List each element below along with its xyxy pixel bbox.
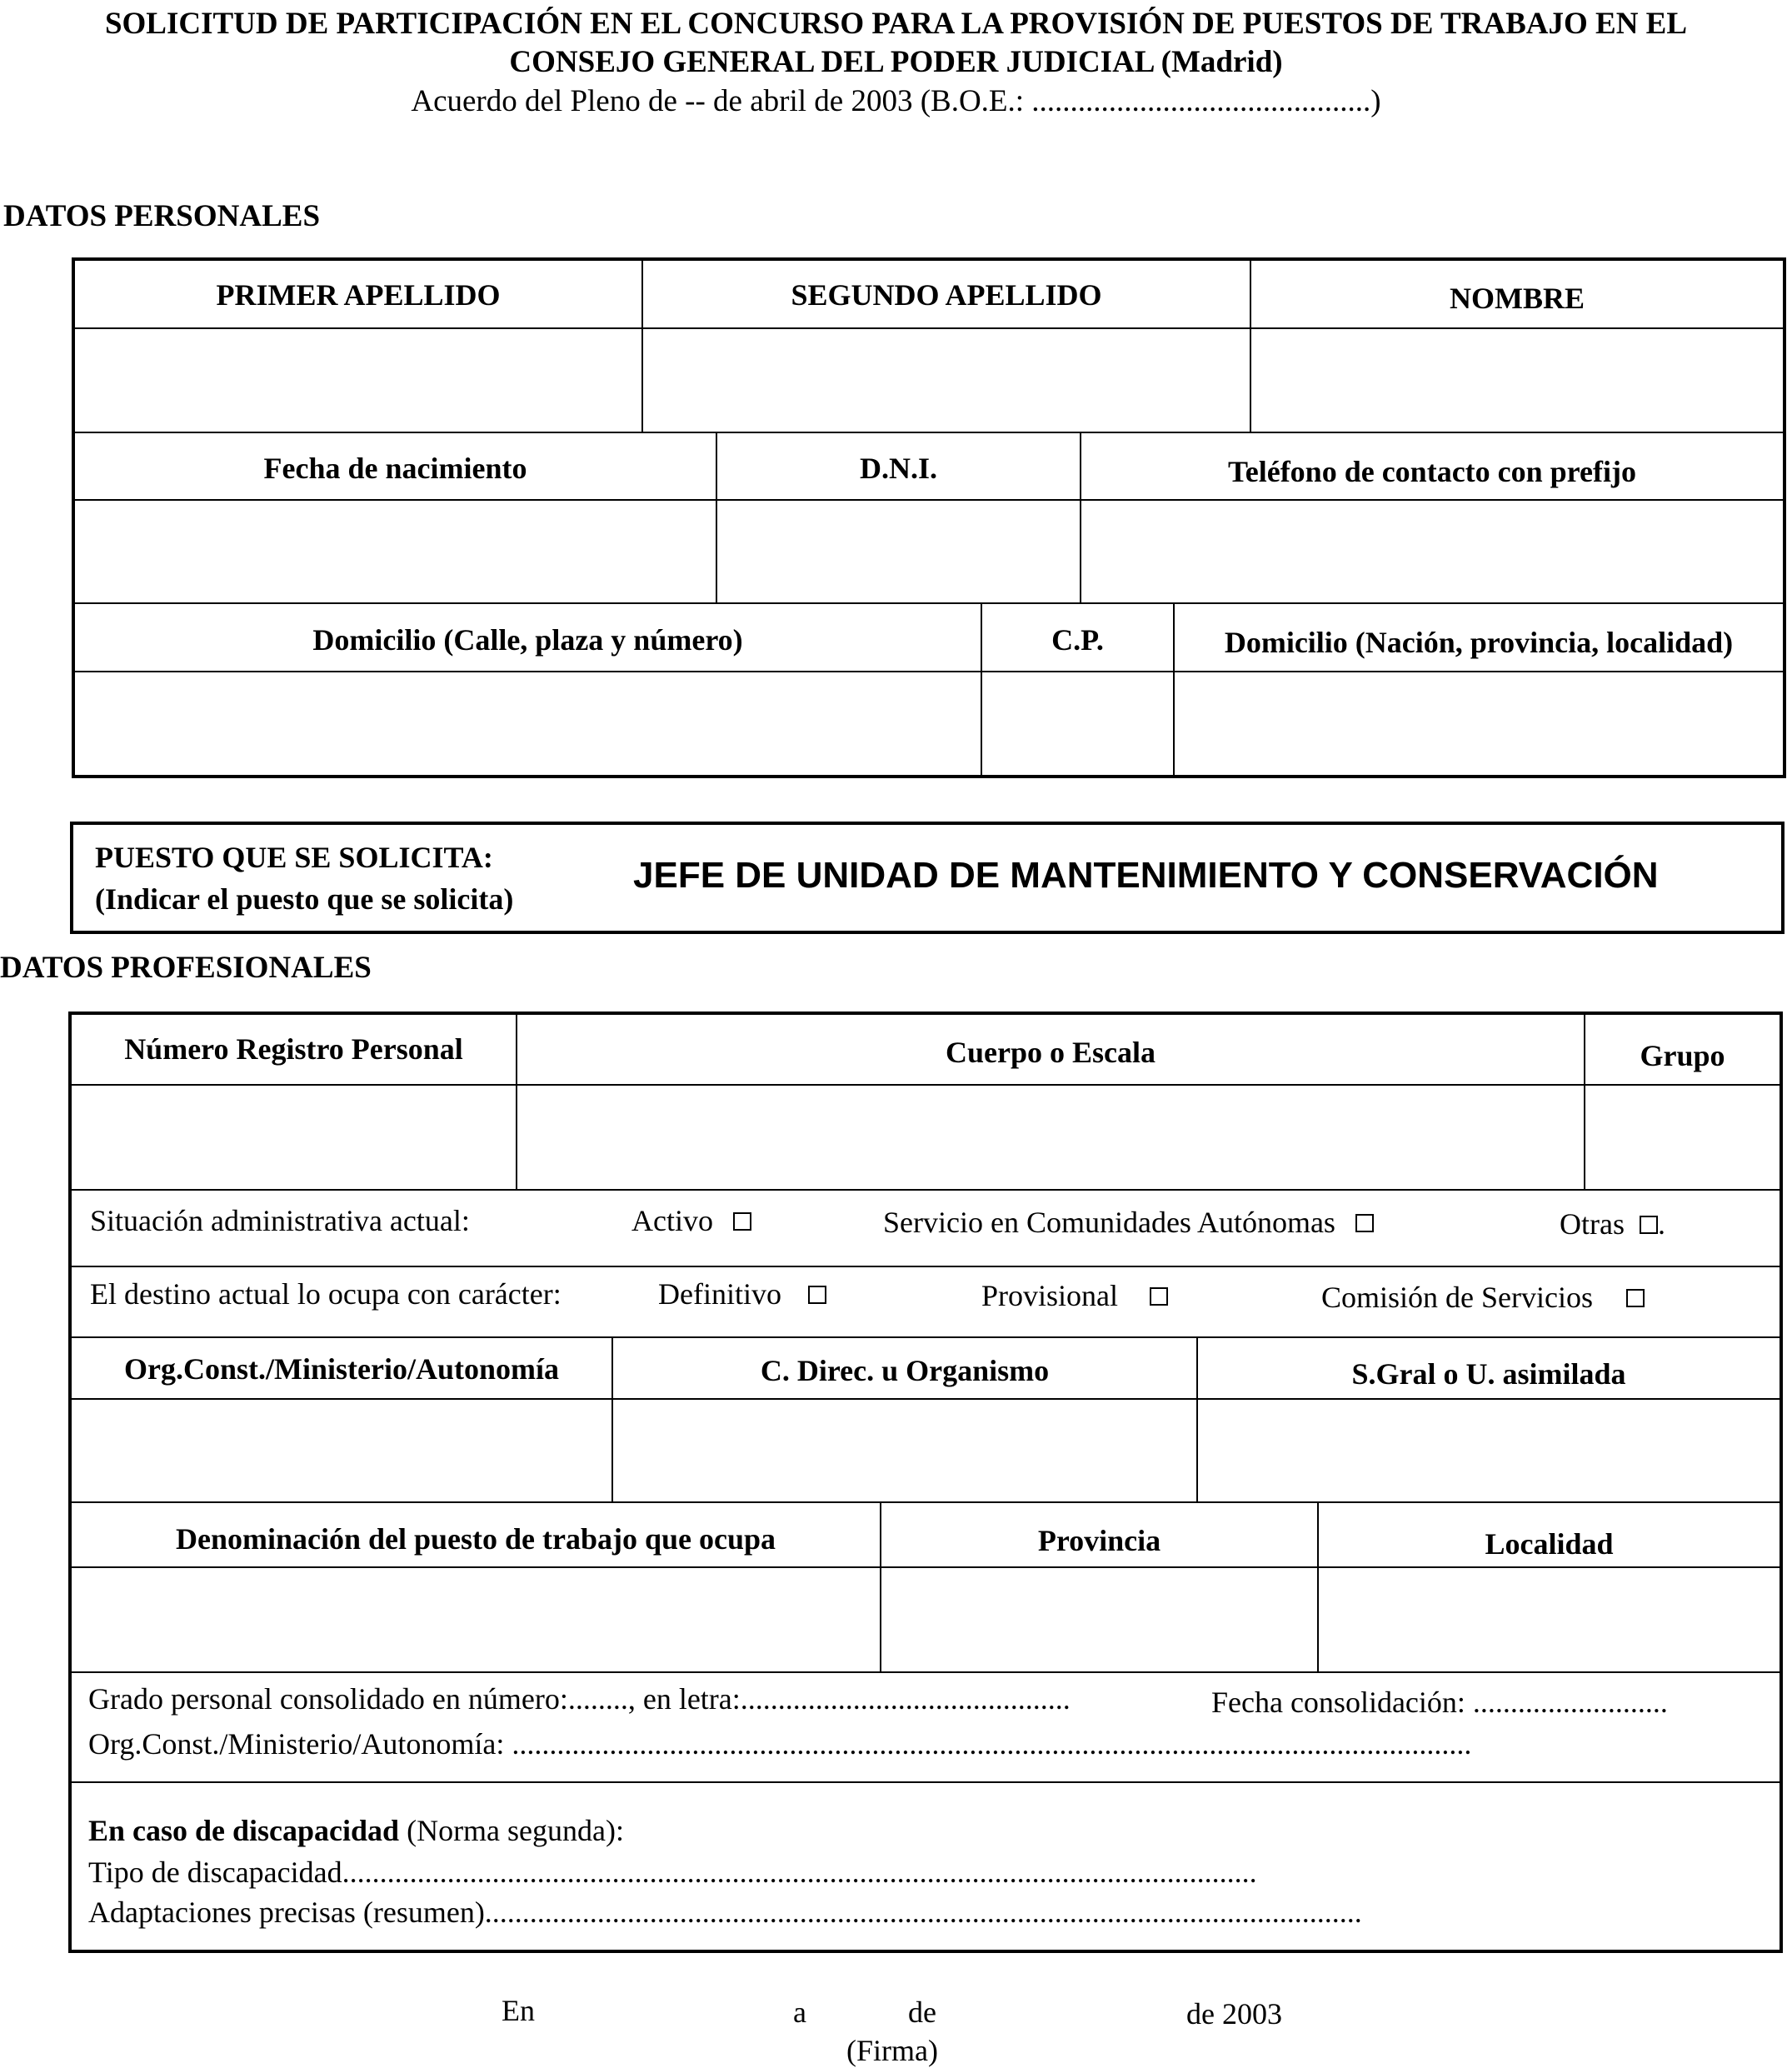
- label-grupo: Grupo: [1640, 1039, 1725, 1072]
- label-comision: Comisión de Servicios: [1321, 1281, 1593, 1314]
- option-servicio-ccaa[interactable]: [883, 1205, 1374, 1240]
- label-segundo-apellido: SEGUNDO APELLIDO: [791, 278, 1102, 312]
- field-mes[interactable]: [950, 1993, 1175, 2030]
- label-telefono: Teléfono de contacto con prefijo: [1228, 455, 1636, 488]
- label-destino: El destino actual lo ocupa con carácter:: [90, 1277, 562, 1311]
- field-localidad[interactable]: [1319, 1568, 1780, 1671]
- field-org-const[interactable]: [72, 1400, 611, 1501]
- footer-a: a: [793, 1996, 806, 2029]
- field-domicilio-calle[interactable]: [75, 672, 981, 775]
- puesto-label: PUESTO QUE SE SOLICITA:: [95, 841, 493, 874]
- field-segundo-apellido[interactable]: [643, 329, 1250, 432]
- personal-data-table: [72, 257, 1786, 778]
- field-s-gral[interactable]: [1198, 1400, 1780, 1501]
- label-nrp: Número Registro Personal: [124, 1032, 463, 1066]
- label-nombre: NOMBRE: [1450, 282, 1585, 315]
- label-situacion: Situación administrativa actual:: [90, 1204, 470, 1237]
- option-activo[interactable]: [631, 1203, 751, 1238]
- field-provincia[interactable]: [881, 1568, 1317, 1671]
- discapacidad-heading: [88, 1813, 624, 1848]
- field-lugar[interactable]: [550, 1993, 783, 2030]
- checkbox-definitivo[interactable]: [808, 1286, 826, 1304]
- option-otras[interactable]: Otras .: [1560, 1207, 1665, 1241]
- field-dni[interactable]: [717, 501, 1080, 602]
- label-fecha-nacimiento: Fecha de nacimiento: [263, 452, 527, 485]
- label-domicilio-calle: Domicilio (Calle, plaza y número): [312, 623, 743, 657]
- discapacidad-norma: (Norma segunda):: [399, 1814, 624, 1847]
- field-cuerpo-escala[interactable]: [517, 1086, 1584, 1189]
- label-provincia: Provincia: [1037, 1524, 1161, 1557]
- label-activo: Activo: [631, 1204, 713, 1237]
- label-org-const: Org.Const./Ministerio/Autonomía: [124, 1352, 559, 1386]
- checkbox-provisional[interactable]: [1150, 1287, 1168, 1306]
- field-dia[interactable]: [816, 1993, 900, 2030]
- label-primer-apellido: PRIMER APELLIDO: [216, 278, 501, 312]
- field-nrp[interactable]: [72, 1086, 516, 1189]
- field-c-direc[interactable]: [613, 1400, 1196, 1501]
- label-localidad: Localidad: [1485, 1527, 1614, 1561]
- label-denominacion: Denominación del puesto de trabajo que ocupa: [175, 1522, 776, 1556]
- form-title-line2: CONSEJO GENERAL DEL PODER JUDICIAL (Madrid): [509, 45, 1283, 79]
- puesto-solicitado-box: [70, 822, 1785, 934]
- label-otras: Otras: [1560, 1207, 1625, 1241]
- section-title-profesional: DATOS PROFESIONALES: [0, 951, 372, 985]
- puesto-value[interactable]: JEFE DE UNIDAD DE MANTENIMIENTO Y CONSERVACIÓN: [633, 855, 1659, 896]
- checkbox-servicio-ccaa[interactable]: [1355, 1214, 1374, 1232]
- option-comision[interactable]: [1321, 1280, 1645, 1315]
- field-cp[interactable]: [982, 672, 1173, 775]
- label-cp: C.P.: [1051, 623, 1104, 657]
- form-subtitle: Acuerdo del Pleno de -- de abril de 2003 (B.O.E.: ............................................): [411, 84, 1381, 118]
- label-servicio-ccaa: Servicio en Comunidades Autónomas: [883, 1206, 1335, 1239]
- field-primer-apellido[interactable]: [75, 329, 641, 432]
- field-nombre[interactable]: [1251, 329, 1783, 432]
- professional-data-table: [68, 1012, 1783, 1953]
- field-grado-personal[interactable]: Grado personal consolidado en número:........, en letra:............................................: [88, 1682, 1071, 1716]
- field-fecha-nacimiento[interactable]: [75, 501, 716, 602]
- field-fecha-consolidacion[interactable]: Fecha consolidación: ..........................: [1211, 1686, 1668, 1719]
- option-definitivo[interactable]: [658, 1276, 826, 1311]
- field-grupo[interactable]: [1585, 1086, 1780, 1189]
- footer-firma: (Firma): [846, 2034, 938, 2067]
- field-tipo-discapacidad[interactable]: Tipo de discapacidad..........................................................................................................................: [88, 1856, 1257, 1889]
- form-title-line1: SOLICITUD DE PARTICIPACIÓN EN EL CONCURSO PARA LA PROVISIÓN DE PUESTOS DE TRABAJO EN EL: [104, 7, 1688, 41]
- field-org-const-grado[interactable]: Org.Const./Ministerio/Autonomía: ................................................................................................................................: [88, 1727, 1472, 1761]
- field-denominacion[interactable]: [72, 1568, 880, 1671]
- footer-de-2003: de 2003: [1186, 1997, 1282, 2031]
- label-provisional: Provisional: [981, 1279, 1119, 1312]
- label-c-direc: C. Direc. u Organismo: [760, 1354, 1050, 1387]
- label-s-gral: S.Gral o U. asimilada: [1351, 1357, 1626, 1391]
- checkbox-comision[interactable]: [1626, 1289, 1645, 1307]
- puesto-label-hint: (Indicar el puesto que se solicita): [95, 882, 514, 916]
- label-domicilio-nacion: Domicilio (Nación, provincia, localidad): [1224, 626, 1734, 659]
- field-adaptaciones[interactable]: Adaptaciones precisas (resumen).....................................................................................................................: [88, 1896, 1362, 1929]
- label-dni: D.N.I.: [859, 452, 937, 485]
- label-cuerpo-escala: Cuerpo o Escala: [946, 1036, 1156, 1069]
- field-domicilio-nacion[interactable]: [1175, 672, 1783, 775]
- label-definitivo: Definitivo: [658, 1277, 781, 1311]
- footer-de: de: [908, 1996, 936, 2029]
- checkbox-otras[interactable]: [1640, 1216, 1658, 1234]
- option-provisional[interactable]: [981, 1278, 1168, 1313]
- section-title-personal: DATOS PERSONALES: [3, 199, 321, 233]
- field-telefono[interactable]: [1081, 501, 1783, 602]
- checkbox-activo[interactable]: [733, 1212, 751, 1231]
- discapacidad-title: En caso de discapacidad: [88, 1814, 400, 1847]
- footer-en: En: [502, 1994, 535, 2027]
